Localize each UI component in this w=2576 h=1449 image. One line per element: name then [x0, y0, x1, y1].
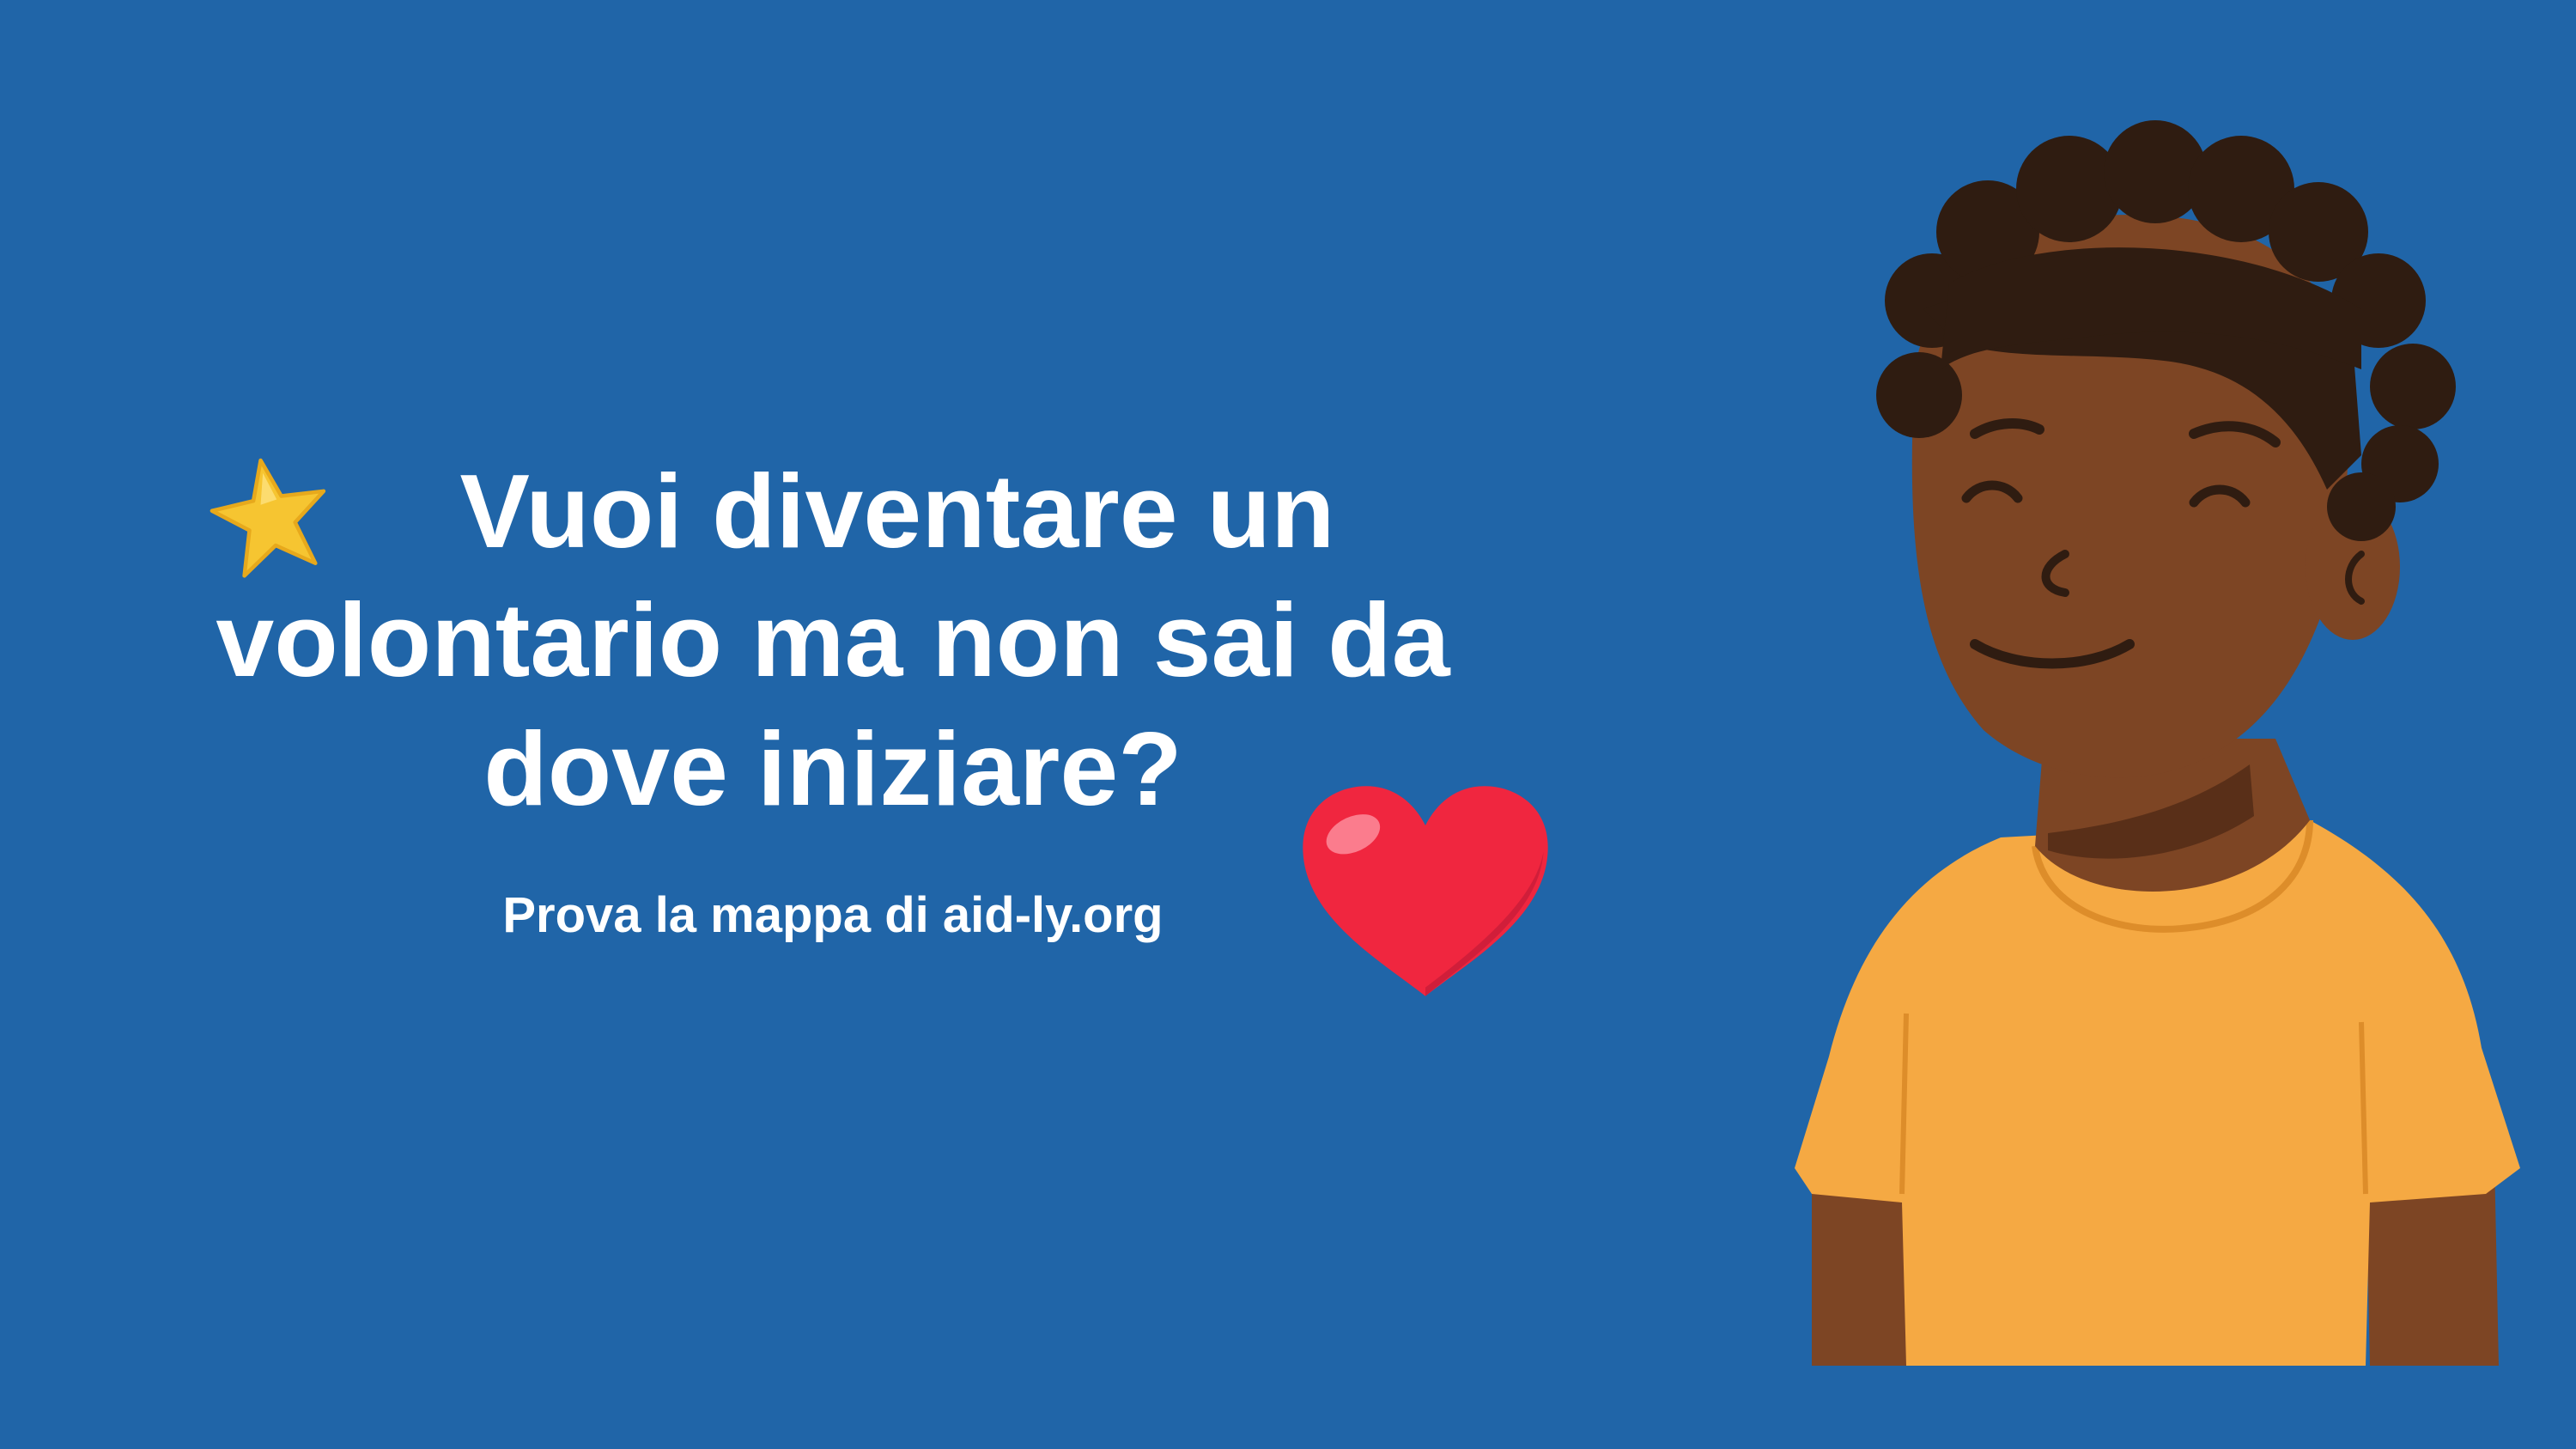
smiling-boy-illustration [1760, 86, 2524, 1374]
heart-icon [1292, 777, 1558, 1005]
headline-line-1: Vuoi diventare un [459, 453, 1335, 569]
headline-line-2: volontario ma non sai da [216, 581, 1450, 698]
subline: Prova la mappa di aid-ly.org [502, 887, 1163, 943]
headline [189, 447, 1477, 833]
headline-line-3: dove iniziare? [483, 710, 1182, 827]
message-block [189, 447, 1477, 944]
